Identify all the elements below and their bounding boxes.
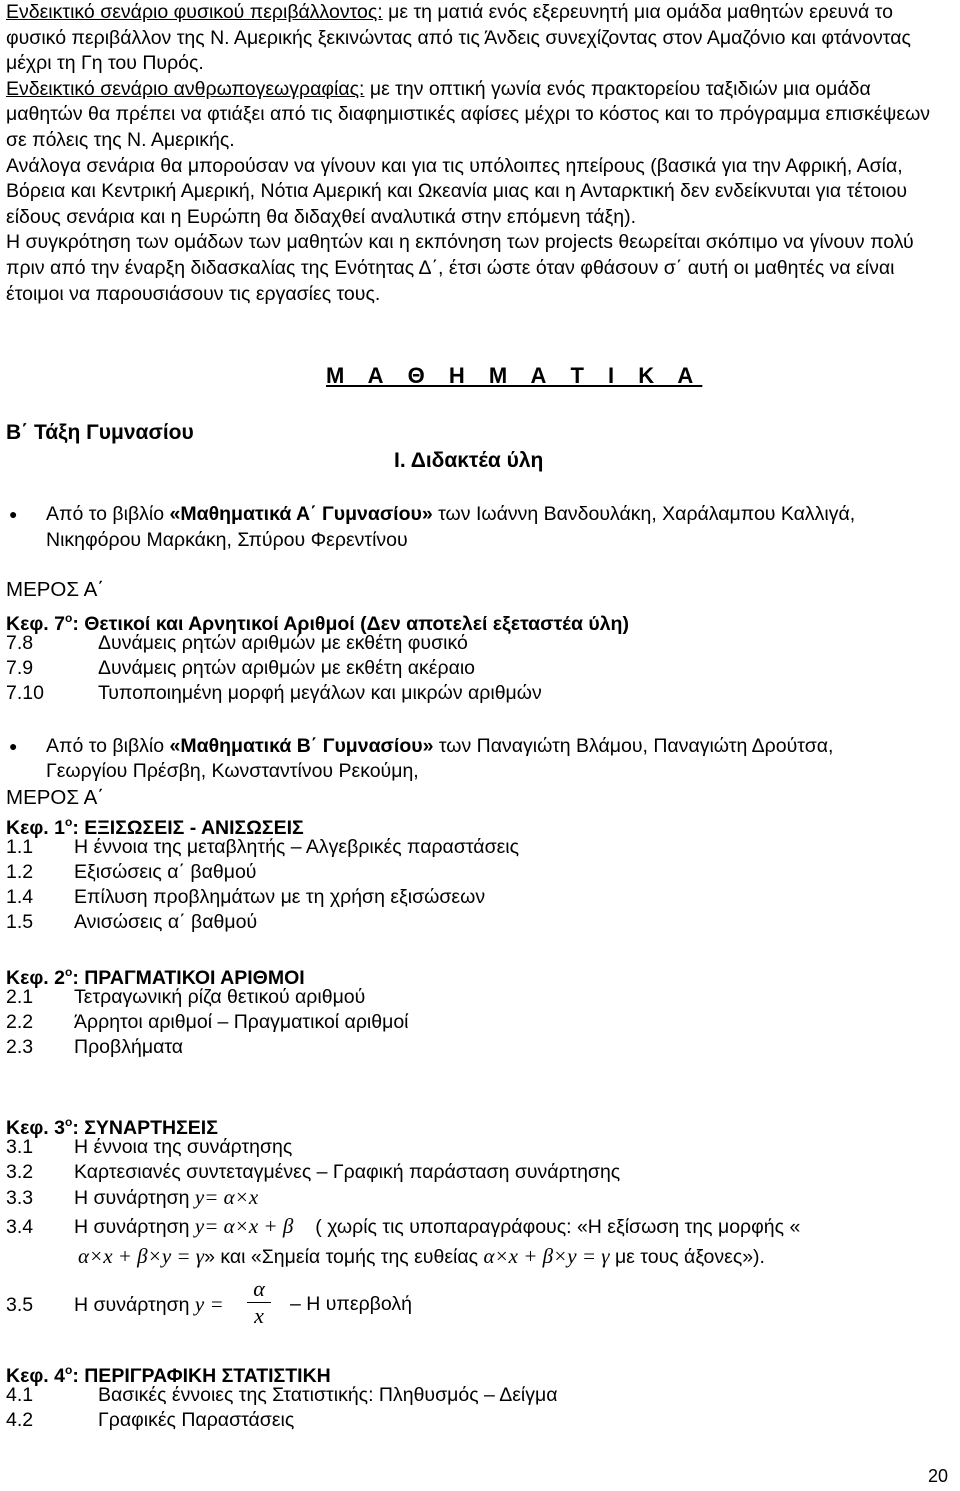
subject-title: Μ Α Θ Η Μ Α Τ Ι Κ Α [326, 363, 703, 388]
chapter-item: 7.9 Δυνάμεις ρητών αριθμών με εκθέτη ακέραιο [6, 657, 476, 679]
chapter-item: 1.1 Η έννοια της μεταβλητής – Αλγεβρικές παραστάσεις [6, 836, 520, 858]
section-heading: Ι. Διδακτέα ύλη [394, 449, 544, 472]
scenario-label: Ενδεικτικό σενάριο φυσικού περιβάλλοντος: [6, 1, 383, 23]
book-1-line-1: Από το βιβλίο «Μαθηματικά Α΄ Γυμνασίου» των Ιωάννη Βανδουλάκη, Χαράλαμπου Καλλιγά, [46, 503, 856, 525]
fraction-denominator: x [254, 1303, 264, 1328]
chapter-item: 1.2 Εξισώσεις α΄ βαθμού [6, 861, 257, 883]
scenario-text: με τη ματιά ενός εξερευνητή μια ομάδα μαθητών ερευνά το φυσικό περιβάλλον της Ν. Αμερικής ξεκινώντας από τις Άνδεις συνεχίζοντας στον Αμαζόνιο και φτάνοντας μέχρι τη Γη του Πυρός. [6, 1, 911, 75]
chapter-item: 4.2 Γραφικές Παραστάσεις [6, 1409, 295, 1431]
scenario-paragraph-1 [6, 0, 951, 77]
formula: α×x + β×y = γ [483, 1244, 610, 1268]
book-2-line-1: Από το βιβλίο «Μαθηματικά Β΄ Γυμνασίου» των Παναγιώτη Βλάμου, Παναγιώτη Δρούτσα, [46, 735, 834, 757]
chapter-item: 1.5 Ανισώσεις α΄ βαθμού [6, 911, 258, 933]
chapter-item: 7.10 Τυποποιημένη μορφή μεγάλων και μικρών αριθμών [6, 682, 542, 704]
page-number: 20 [928, 1466, 949, 1486]
formula: y = [194, 1292, 224, 1316]
book-2-line-2: Γεωργίου Πρέσβη, Κωνσταντίνου Ρεκούμη, [46, 760, 419, 782]
scenario-paragraph-2 [6, 77, 951, 154]
formula: y= α×x + β [194, 1214, 294, 1238]
formula: y= α×x [194, 1185, 259, 1209]
chapter-item: 2.2 Άρρητοι αριθμοί – Πραγματικοί αριθμοί [6, 1011, 409, 1033]
scenario-text: με την οπτική γωνία ενός πρακτορείου ταξιδιών μια ομάδα μαθητών θα πρέπει να φτιάξει από τις διαφημιστικές αφίσες μέχρι το κόστος και το πρόγραμμα επισκέψεων σε πόλεις της Ν. Αμερικής. [6, 77, 931, 151]
bullet-icon: ● [9, 738, 18, 754]
book-1-line-2: Νικηφόρου Μαρκάκη, Σπύρου Φερεντίνου [46, 529, 408, 551]
chapter-item: 1.4 Επίλυση προβλημάτων με τη χρήση εξισώσεων [6, 886, 486, 908]
book-2-title: «Μαθηματικά Β΄ Γυμνασίου» [169, 735, 434, 757]
chapter-item: 3.2 Καρτεσιανές συντεταγμένες – Γραφική παράσταση συνάρτησης [6, 1161, 621, 1183]
chapter-item: 3.4 Η συνάρτηση y= α×x + β ( χωρίς τις υποπαραγράφους: «Η εξίσωση της μορφής « [6, 1214, 801, 1238]
part-heading: ΜΕΡΟΣ Α΄ [6, 786, 105, 809]
chapter-item: 2.1 Τετραγωνική ρίζα θετικού αριθμού [6, 986, 366, 1008]
chapter-item: 7.8 Δυνάμεις ρητών αριθμών με εκθέτη φυσικό [6, 632, 468, 654]
chapter-item: 3.3 Η συνάρτηση y= α×x [6, 1185, 259, 1209]
scenario-label: Ενδεικτικό σενάριο ανθρωπογεωγραφίας: [6, 77, 365, 100]
chapter-1-heading: Κεφ. $1^o$: ΕΞΙΣΩΣΕΙΣ - ΑΝΙΣΩΣΕΙΣ [6, 815, 304, 839]
chapter-item: 3.1 Η έννοια της συνάρτησης [6, 1136, 293, 1158]
bullet-icon: ● [9, 506, 18, 522]
chapter-item-continuation: α×x + β×y = γ» και «Σημεία τομής της ευθείας α×x + β×y = γ με τους άξονες»). [78, 1244, 765, 1268]
chapter-4-heading: Κεφ. $4^o$: ΠΕΡΙΓΡΑΦΙΚΗ ΣΤΑΤΙΣΤΙΚΗ [6, 1363, 331, 1387]
chapter-3-heading: Κεφ. $3^o$: ΣΥΝΑΡΤΗΣΕΙΣ [6, 1115, 218, 1139]
part-heading: ΜΕΡΟΣ Α΄ [6, 578, 105, 601]
chapter-item: 2.3 Προβλήματα [6, 1036, 184, 1058]
grade-heading: Β΄ Τάξη Γυμνασίου [6, 421, 194, 444]
paragraph-projects: Η συγκρότηση των ομάδων των μαθητών και η εκπόνηση των projects θεωρείται σκόπιμο να γίνουν πολύ πριν από την έναρξη διδασκαλίας της Ενότητας Δ΄, έτσι ώστε όταν φθάσουν σ΄ αυτή οι μαθητές να είναι έτοιμοι να παρουσιάσουν τις εργασίες τους. [6, 231, 914, 305]
chapter-item-text: – Η υπερβολή [290, 1293, 412, 1315]
chapter-item: 4.1 Βασικές έννοιες της Στατιστικής: Πληθυσμός – Δείγμα [6, 1384, 558, 1406]
formula: α×x + β×y = γ [78, 1244, 205, 1268]
chapter-2-heading: Κεφ. $2^o$: ΠΡΑΓΜΑΤΙΚΟΙ ΑΡΙΘΜΟΙ [6, 965, 305, 989]
paragraph-continents: Ανάλογα σενάρια θα μπορούσαν να γίνουν και για τις υπόλοιπες ηπείρους (βασικά για την Αφρική, Ασία, Βόρεια και Κεντρική Αμερική, Νότια Αμερική και Ωκεανία μιας και η Ανταρκτική δεν ενδείκνυται για τέτοιου είδους σενάρια και η Ευρώπη θα διδαχθεί αναλυτικά στην επόμενη τάξη). [6, 154, 908, 228]
intro-text [6, 0, 951, 307]
book-1-title: «Μαθηματικά Α΄ Γυμνασίου» [169, 503, 433, 525]
chapter-item: 3.5 Η συνάρτηση y = [6, 1292, 224, 1316]
fraction-numerator: α [253, 1276, 265, 1301]
chapter-7-heading: Κεφ. $7^o$: Θετικοί και Αρνητικοί Αριθμοί (Δεν αποτελεί εξεταστέα ύλη) [6, 611, 629, 635]
